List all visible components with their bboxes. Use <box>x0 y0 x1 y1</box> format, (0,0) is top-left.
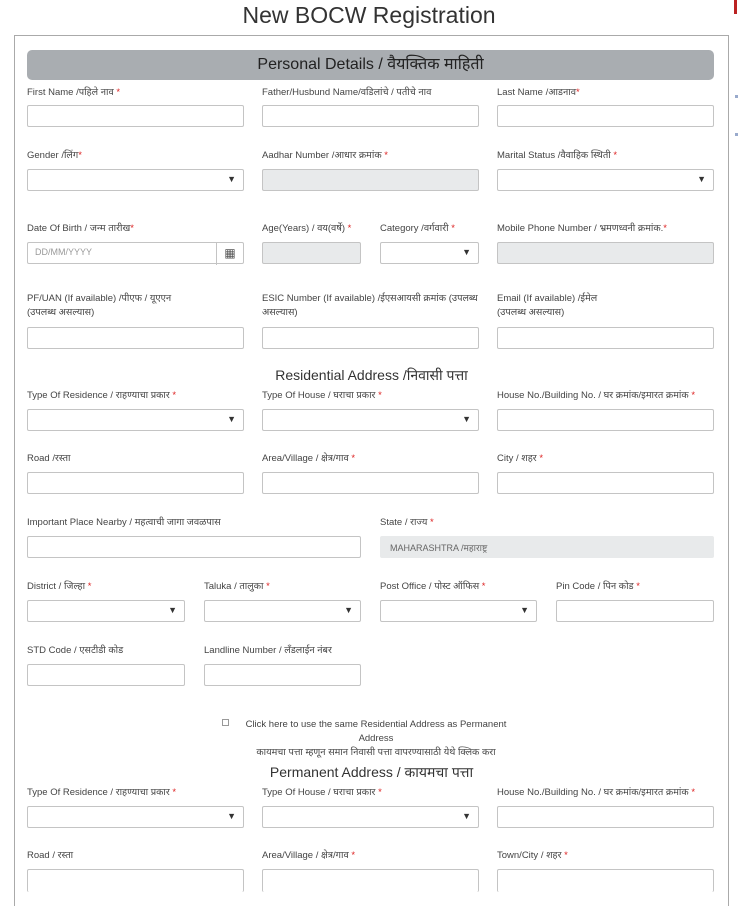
district-select[interactable] <box>27 600 185 622</box>
aadhar-input[interactable] <box>262 169 479 191</box>
perm-area-label: Area/Village / क्षेत्र/गाव * <box>262 850 356 861</box>
perm-town-input[interactable] <box>497 869 714 892</box>
landline-label: Landline Number / लँडलाईन नंबर <box>204 645 332 656</box>
taluka-label: Taluka / तालुका * <box>204 581 270 592</box>
state-input[interactable] <box>380 536 714 558</box>
aadhar-label: Aadhar Number /आधार क्रमांक * <box>262 150 388 161</box>
gender-label: Gender /लिंग* <box>27 150 82 161</box>
first-name-input[interactable] <box>27 105 244 127</box>
res-type-residence-select[interactable] <box>27 409 244 431</box>
pin-input[interactable] <box>556 600 714 622</box>
landline-input[interactable] <box>204 664 361 686</box>
res-house-no-label: House No./Building No. / घर क्रमांक/इमारत क्रमांक * <box>497 390 696 401</box>
res-city-input[interactable] <box>497 472 714 494</box>
dob-input[interactable] <box>27 242 244 264</box>
pin-label: Pin Code / पिन कोड * <box>556 581 640 592</box>
district-label: District / जिल्हा * <box>27 581 92 592</box>
mobile-label: Mobile Phone Number / भ्रमणध्वनी क्रमांक.* <box>497 223 667 234</box>
std-input[interactable] <box>27 664 185 686</box>
esic-input[interactable] <box>262 327 479 349</box>
res-area-input[interactable] <box>262 472 479 494</box>
perm-house-no-label: House No./Building No. / घर क्रमांक/इमारत क्रमांक * <box>497 787 696 798</box>
res-road-input[interactable] <box>27 472 244 494</box>
perm-area-input[interactable] <box>262 869 479 892</box>
esic-label: ESIC Number (If available) /ईएसआयसी क्रमांक (उपलब्ध असल्यास) <box>262 293 478 318</box>
important-place-input[interactable] <box>27 536 361 558</box>
last-name-input[interactable] <box>497 105 714 127</box>
res-area-label: Area/Village / क्षेत्र/गाव * <box>262 453 356 464</box>
first-name-label: First Name /पहिले नाव * <box>27 87 121 98</box>
perm-type-residence-select[interactable] <box>27 806 244 828</box>
post-office-select[interactable] <box>380 600 537 622</box>
taluka-select[interactable] <box>204 600 361 622</box>
pf-label: PF/UAN (If available) /पीएफ / यूएएन (उपलब्ध असल्यास) <box>27 293 172 318</box>
age-label: Age(Years) / वय(वर्षे) * <box>262 223 352 234</box>
gender-select[interactable] <box>27 169 244 191</box>
marital-status-label: Marital Status /वैवाहिक स्थिती * <box>497 150 618 161</box>
calendar-icon[interactable]: ▦ <box>216 243 243 265</box>
mobile-input[interactable] <box>497 242 714 264</box>
perm-road-label: Road / रस्ता <box>27 850 74 861</box>
email-label: Email (If available) /ईमेल (उपलब्ध असल्यास) <box>497 293 598 318</box>
res-city-label: City / शहर * <box>497 453 544 464</box>
perm-type-house-select[interactable] <box>262 806 479 828</box>
page-title: New BOCW Registration <box>242 2 496 28</box>
father-name-input[interactable] <box>262 105 479 127</box>
res-road-label: Road /रस्ता <box>27 453 71 464</box>
edge-marker <box>734 0 737 14</box>
same-address-text[interactable]: Click here to use the same Residential Address as Permanent Address कायमचा पत्ता म्हणून समान निवासी पत्ता वापरण्यासाठी येथे क्लिक करा <box>245 719 507 758</box>
last-name-label: Last Name /आडनाव* <box>497 87 580 98</box>
res-type-residence-label: Type Of Residence / राहण्याचा प्रकार * <box>27 390 177 401</box>
perm-type-house-label: Type Of House / घराचा प्रकार * <box>262 787 382 798</box>
pf-input[interactable] <box>27 327 244 349</box>
residential-heading: Residential Address /निवासी पत्ता <box>275 367 468 383</box>
permanent-heading: Permanent Address / कायमचा पत्ता <box>269 764 474 780</box>
marital-status-select[interactable] <box>497 169 714 191</box>
perm-road-input[interactable] <box>27 869 244 892</box>
res-house-no-input[interactable] <box>497 409 714 431</box>
state-value: MAHARASHTRA /महाराष्ट्र <box>390 543 488 553</box>
age-input[interactable] <box>262 242 361 264</box>
res-type-house-label: Type Of House / घराचा प्रकार * <box>262 390 382 401</box>
perm-house-no-input[interactable] <box>497 806 714 828</box>
important-place-label: Important Place Nearby / महत्वाची जागा जवळपास <box>27 517 221 528</box>
state-label: State / राज्य * <box>380 517 434 528</box>
dob-label: Date Of Birth / जन्म तारीख* <box>27 223 134 234</box>
email-input[interactable] <box>497 327 714 349</box>
personal-details-banner: Personal Details / वैयक्तिक माहिती <box>27 50 714 80</box>
father-name-label: Father/Husbund Name/वडिलांचे / पतीचे नाव <box>262 87 432 98</box>
post-office-label: Post Office / पोस्ट ऑफिस * <box>380 581 486 592</box>
perm-town-label: Town/City / शहर * <box>497 850 568 861</box>
std-label: STD Code / एसटीडी कोड <box>27 645 124 656</box>
perm-type-residence-label: Type Of Residence / राहण्याचा प्रकार * <box>27 787 177 798</box>
category-select[interactable] <box>380 242 479 264</box>
res-type-house-select[interactable] <box>262 409 479 431</box>
same-address-checkbox[interactable] <box>222 719 229 726</box>
dob-placeholder: DD/MM/YYYY <box>35 247 93 257</box>
category-label: Category /वर्गवारी * <box>380 223 455 234</box>
